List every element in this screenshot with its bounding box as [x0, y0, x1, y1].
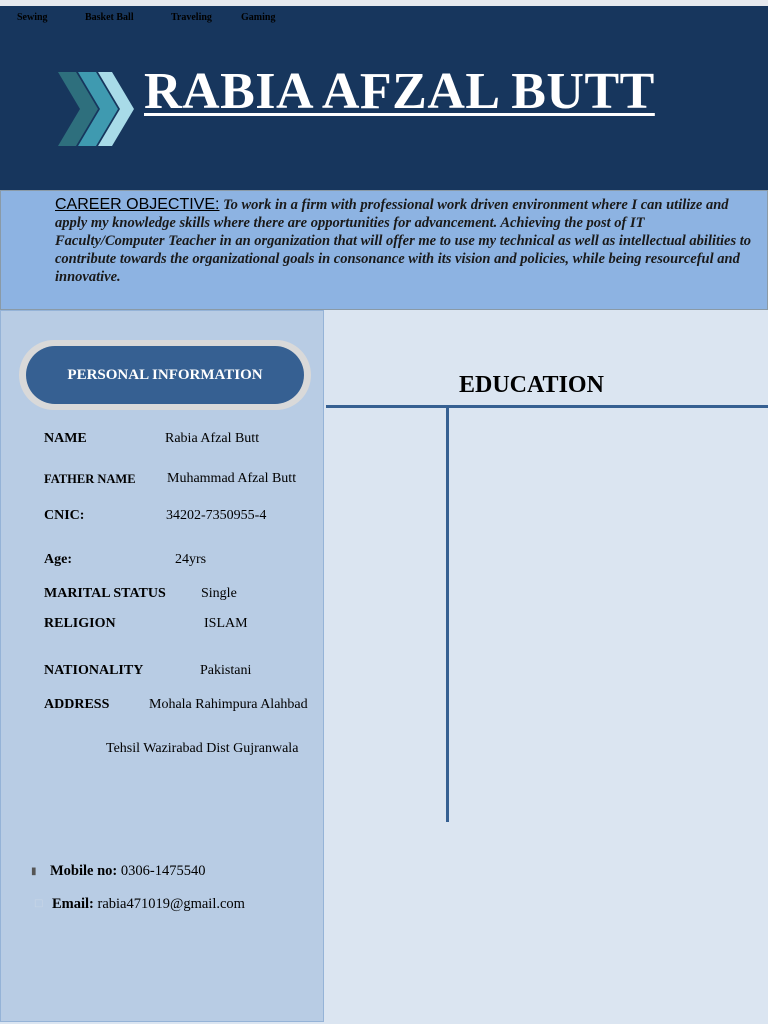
- field-value-father-name: Muhammad Afzal Butt: [167, 471, 297, 486]
- field-label-address: ADDRESS: [44, 697, 110, 712]
- field-value-cnic: 34202-7350955-4: [166, 508, 267, 523]
- page-title: RABIA AFZAL BUTT: [144, 63, 655, 120]
- field-label-cnic: CNIC:: [44, 508, 85, 523]
- hobby-item: Sewing: [17, 12, 48, 23]
- field-label-father-name: FATHER NAME: [44, 472, 136, 486]
- field-label-nationality: NATIONALITY: [44, 663, 144, 678]
- mobile-label: Mobile no:: [50, 863, 118, 879]
- education-divider-horizontal: [326, 405, 768, 408]
- hobby-item: Gaming: [241, 12, 276, 23]
- career-objective-section: [0, 190, 768, 310]
- email-contact: [52, 896, 245, 913]
- email-icon: □: [34, 898, 44, 909]
- field-value-age: 24yrs: [175, 552, 207, 567]
- career-objective-text: To work in a firm with professional work driven environment where I can utilize and apply my knowledge skills where there are opportunities for advancement. Achieving the post of IT Faculty/Computer Teacher in an organization that will offer me to use my technical as well as intellectual abilities to contribute towards the organizational goals in consonance with its vision and policies, while being resourceful and innovative.: [55, 197, 752, 285]
- field-value-religion: ISLAM: [204, 616, 248, 631]
- phone-icon: ▮: [31, 866, 37, 877]
- career-objective-paragraph: [55, 196, 755, 286]
- email-value: rabia471019@gmail.com: [97, 896, 245, 912]
- field-value-nationality: Pakistani: [200, 663, 252, 678]
- field-label-age: Age:: [44, 552, 72, 567]
- career-objective-label: CAREER OBJECTIVE:: [55, 196, 220, 213]
- hobby-item: Traveling: [171, 12, 212, 23]
- education-heading: EDUCATION: [459, 372, 604, 398]
- email-label: Email:: [52, 896, 94, 912]
- field-value-name: Rabia Afzal Butt: [165, 431, 260, 446]
- field-value-address-line2: Tehsil Wazirabad Dist Gujranwala: [106, 741, 299, 756]
- field-label-marital-status: MARITAL STATUS: [44, 586, 166, 601]
- chevron-logo-icon: [56, 64, 136, 154]
- field-value-address: Mohala Rahimpura Alahbad: [149, 697, 308, 712]
- personal-info-heading: PERSONAL INFORMATION: [26, 346, 304, 404]
- education-divider-vertical: [446, 408, 449, 822]
- mobile-contact: [50, 863, 205, 880]
- field-label-name: NAME: [44, 431, 87, 446]
- field-value-marital-status: Single: [201, 586, 237, 601]
- mobile-value: 0306-1475540: [120, 863, 206, 879]
- hobby-item: Basket Ball: [85, 12, 134, 23]
- field-label-religion: RELIGION: [44, 616, 116, 631]
